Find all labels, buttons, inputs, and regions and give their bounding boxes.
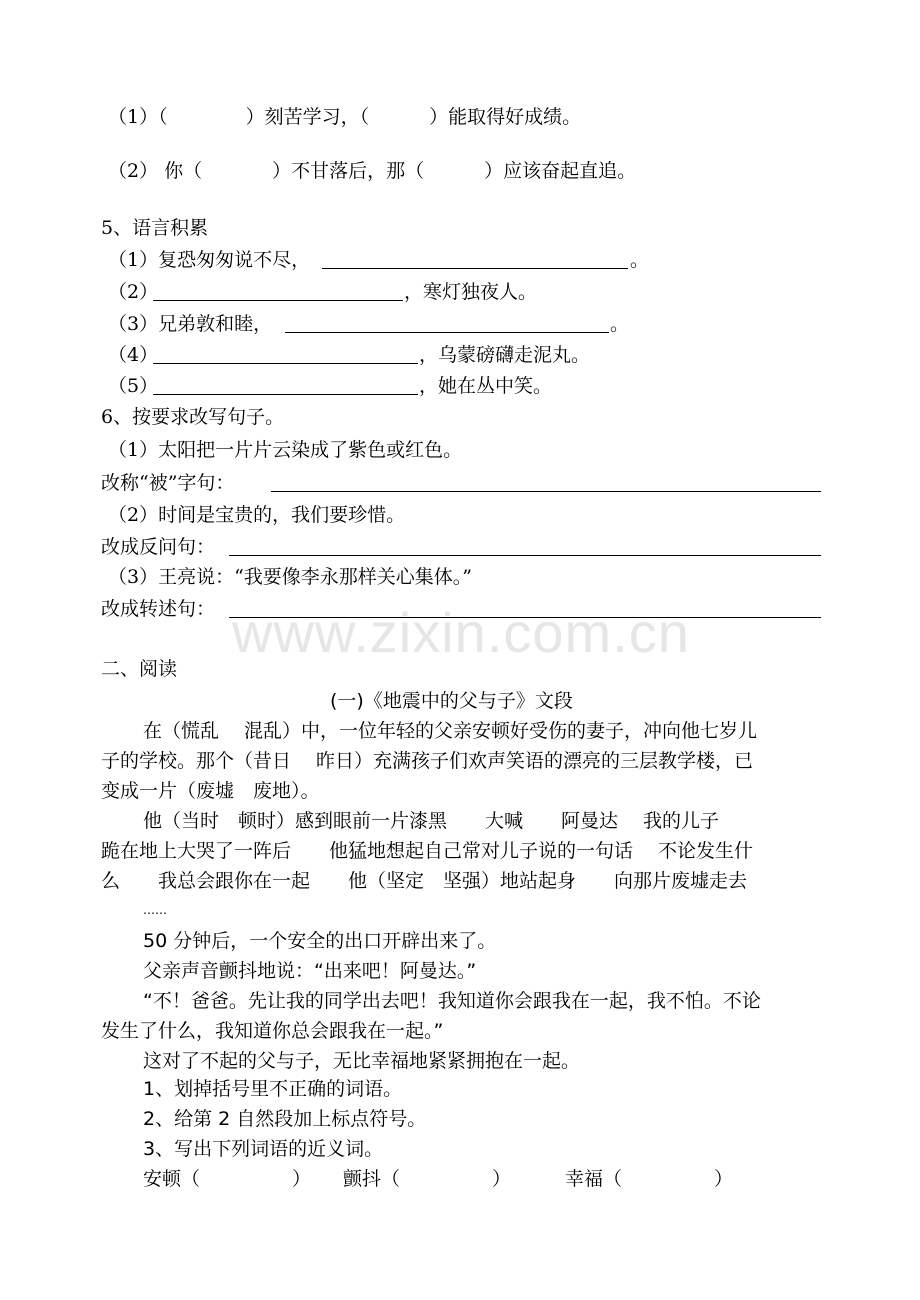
answer-line[interactable] — [153, 394, 418, 395]
answer-line[interactable] — [153, 300, 403, 301]
q5-title: 5、语言积累 — [101, 217, 209, 239]
q4-item-2-end: ）应该奋起直追。 — [484, 160, 637, 182]
watermark: www.zixin.com.cn — [232, 601, 690, 664]
q6-title: 6、按要求改写句子。 — [101, 406, 285, 428]
item-text: 兄弟敦和睦， — [158, 313, 273, 335]
question-2: 2、给第 2 自然段加上标点符号。 — [143, 1108, 427, 1130]
synonym-item — [343, 1166, 511, 1192]
item-number: （5） — [108, 375, 159, 397]
paren-close: ） — [292, 1168, 312, 1190]
item-text-end: ，她在丛中笑。 — [419, 375, 553, 397]
synonym-item — [143, 1166, 311, 1192]
item-text-end: 。 — [610, 313, 630, 335]
paragraph-line: 这对了不起的父与子，无比幸福地紧紧拥抱在一起。 — [143, 1050, 581, 1072]
synonym-word: 幸福（ — [565, 1168, 623, 1190]
q4-item-1-mid: ）刻苦学习，（ — [245, 106, 370, 128]
answer-line[interactable] — [285, 332, 609, 333]
item-number: （1） — [108, 249, 159, 271]
paragraph-line: 他（当时 顿时）感到眼前一片漆黑 大喊 阿曼达 我的儿子 — [143, 810, 720, 832]
question-1: 1、划掉括号里不正确的词语。 — [143, 1078, 403, 1100]
q5-item-3 — [108, 311, 272, 337]
paragraph-line: 跪在地上大哭了一阵后 他猛地想起自己常对儿子说的一句话 不论发生什 — [101, 840, 754, 862]
ellipsis: …… — [143, 903, 167, 917]
q6-prompt-2: 改成反问句： — [101, 536, 216, 558]
paragraph-line: “不！爸爸。先让我的同学出去吧！我知道你会跟我在一起，我不怕。不论 — [143, 990, 761, 1012]
paragraph-line: 在（慌乱 混乱）中，一位年轻的父亲安顿好受伤的妻子，冲向他七岁儿 — [143, 720, 758, 742]
paragraph-line: 子的学校。那个（昔日 昨日）充满孩子们欢声笑语的漂亮的三层教学楼，已 — [101, 750, 754, 772]
q5-item-1 — [108, 247, 310, 273]
item-text-end: 。 — [630, 249, 650, 271]
paragraph-line: 发生了什么，我知道你总会跟我在一起。” — [101, 1020, 444, 1042]
synonym-word: 颤抖（ — [343, 1168, 401, 1190]
item-number: （3） — [108, 313, 159, 335]
answer-line[interactable] — [322, 268, 628, 269]
paragraph-line: 变成一片（废墟 废地）。 — [101, 780, 320, 802]
item-text: 复恐匆匆说不尽， — [158, 249, 311, 271]
item-text-end: ，乌蒙磅礴走泥丸。 — [419, 344, 591, 366]
q6-sentence-3: （3）王亮说：“我要像李永那样关心集体。” — [108, 566, 473, 588]
q4-item-1-end: ）能取得好成绩。 — [429, 106, 582, 128]
answer-line[interactable] — [271, 491, 821, 492]
q4-item-1-start: （1）（ — [108, 106, 168, 128]
reading-heading: 二、阅读 — [101, 658, 178, 680]
q4-item-2-start: （2） 你（ — [108, 160, 203, 182]
q4-item-2-mid: ）不甘落后，那（ — [272, 160, 425, 182]
item-number: （2） — [108, 281, 159, 303]
paragraph-line: 么 我总会跟你在一起 他（坚定 坚强）地站起身 向那片废墟走去 — [101, 870, 748, 892]
paren-close: ） — [492, 1168, 512, 1190]
item-number: （4） — [108, 344, 159, 366]
q6-sentence-2: （2）时间是宝贵的，我们要珍惜。 — [108, 504, 406, 526]
q4-item-1 — [108, 104, 581, 130]
question-3: 3、写出下列词语的近义词。 — [143, 1138, 384, 1160]
q4-item-2 — [108, 158, 636, 184]
q6-prompt-3: 改成转述句： — [101, 598, 216, 620]
item-text-end: ，寒灯独夜人。 — [404, 281, 538, 303]
synonym-item — [565, 1166, 733, 1192]
reading-title: (一)《地震中的父与子》文段 — [330, 690, 573, 712]
paragraph-line: 父亲声音颤抖地说：“出来吧！阿曼达。” — [143, 960, 477, 982]
q6-prompt-1: 改称“被”字句： — [101, 472, 235, 494]
paren-close: ） — [714, 1168, 734, 1190]
q6-sentence-1: （1）太阳把一片片云染成了紫色或红色。 — [108, 439, 463, 461]
synonym-word: 安顿（ — [143, 1168, 201, 1190]
answer-line[interactable] — [153, 363, 418, 364]
answer-line[interactable] — [229, 555, 821, 556]
paragraph-line: 50 分钟后，一个安全的出口开辟出来了。 — [143, 930, 497, 952]
